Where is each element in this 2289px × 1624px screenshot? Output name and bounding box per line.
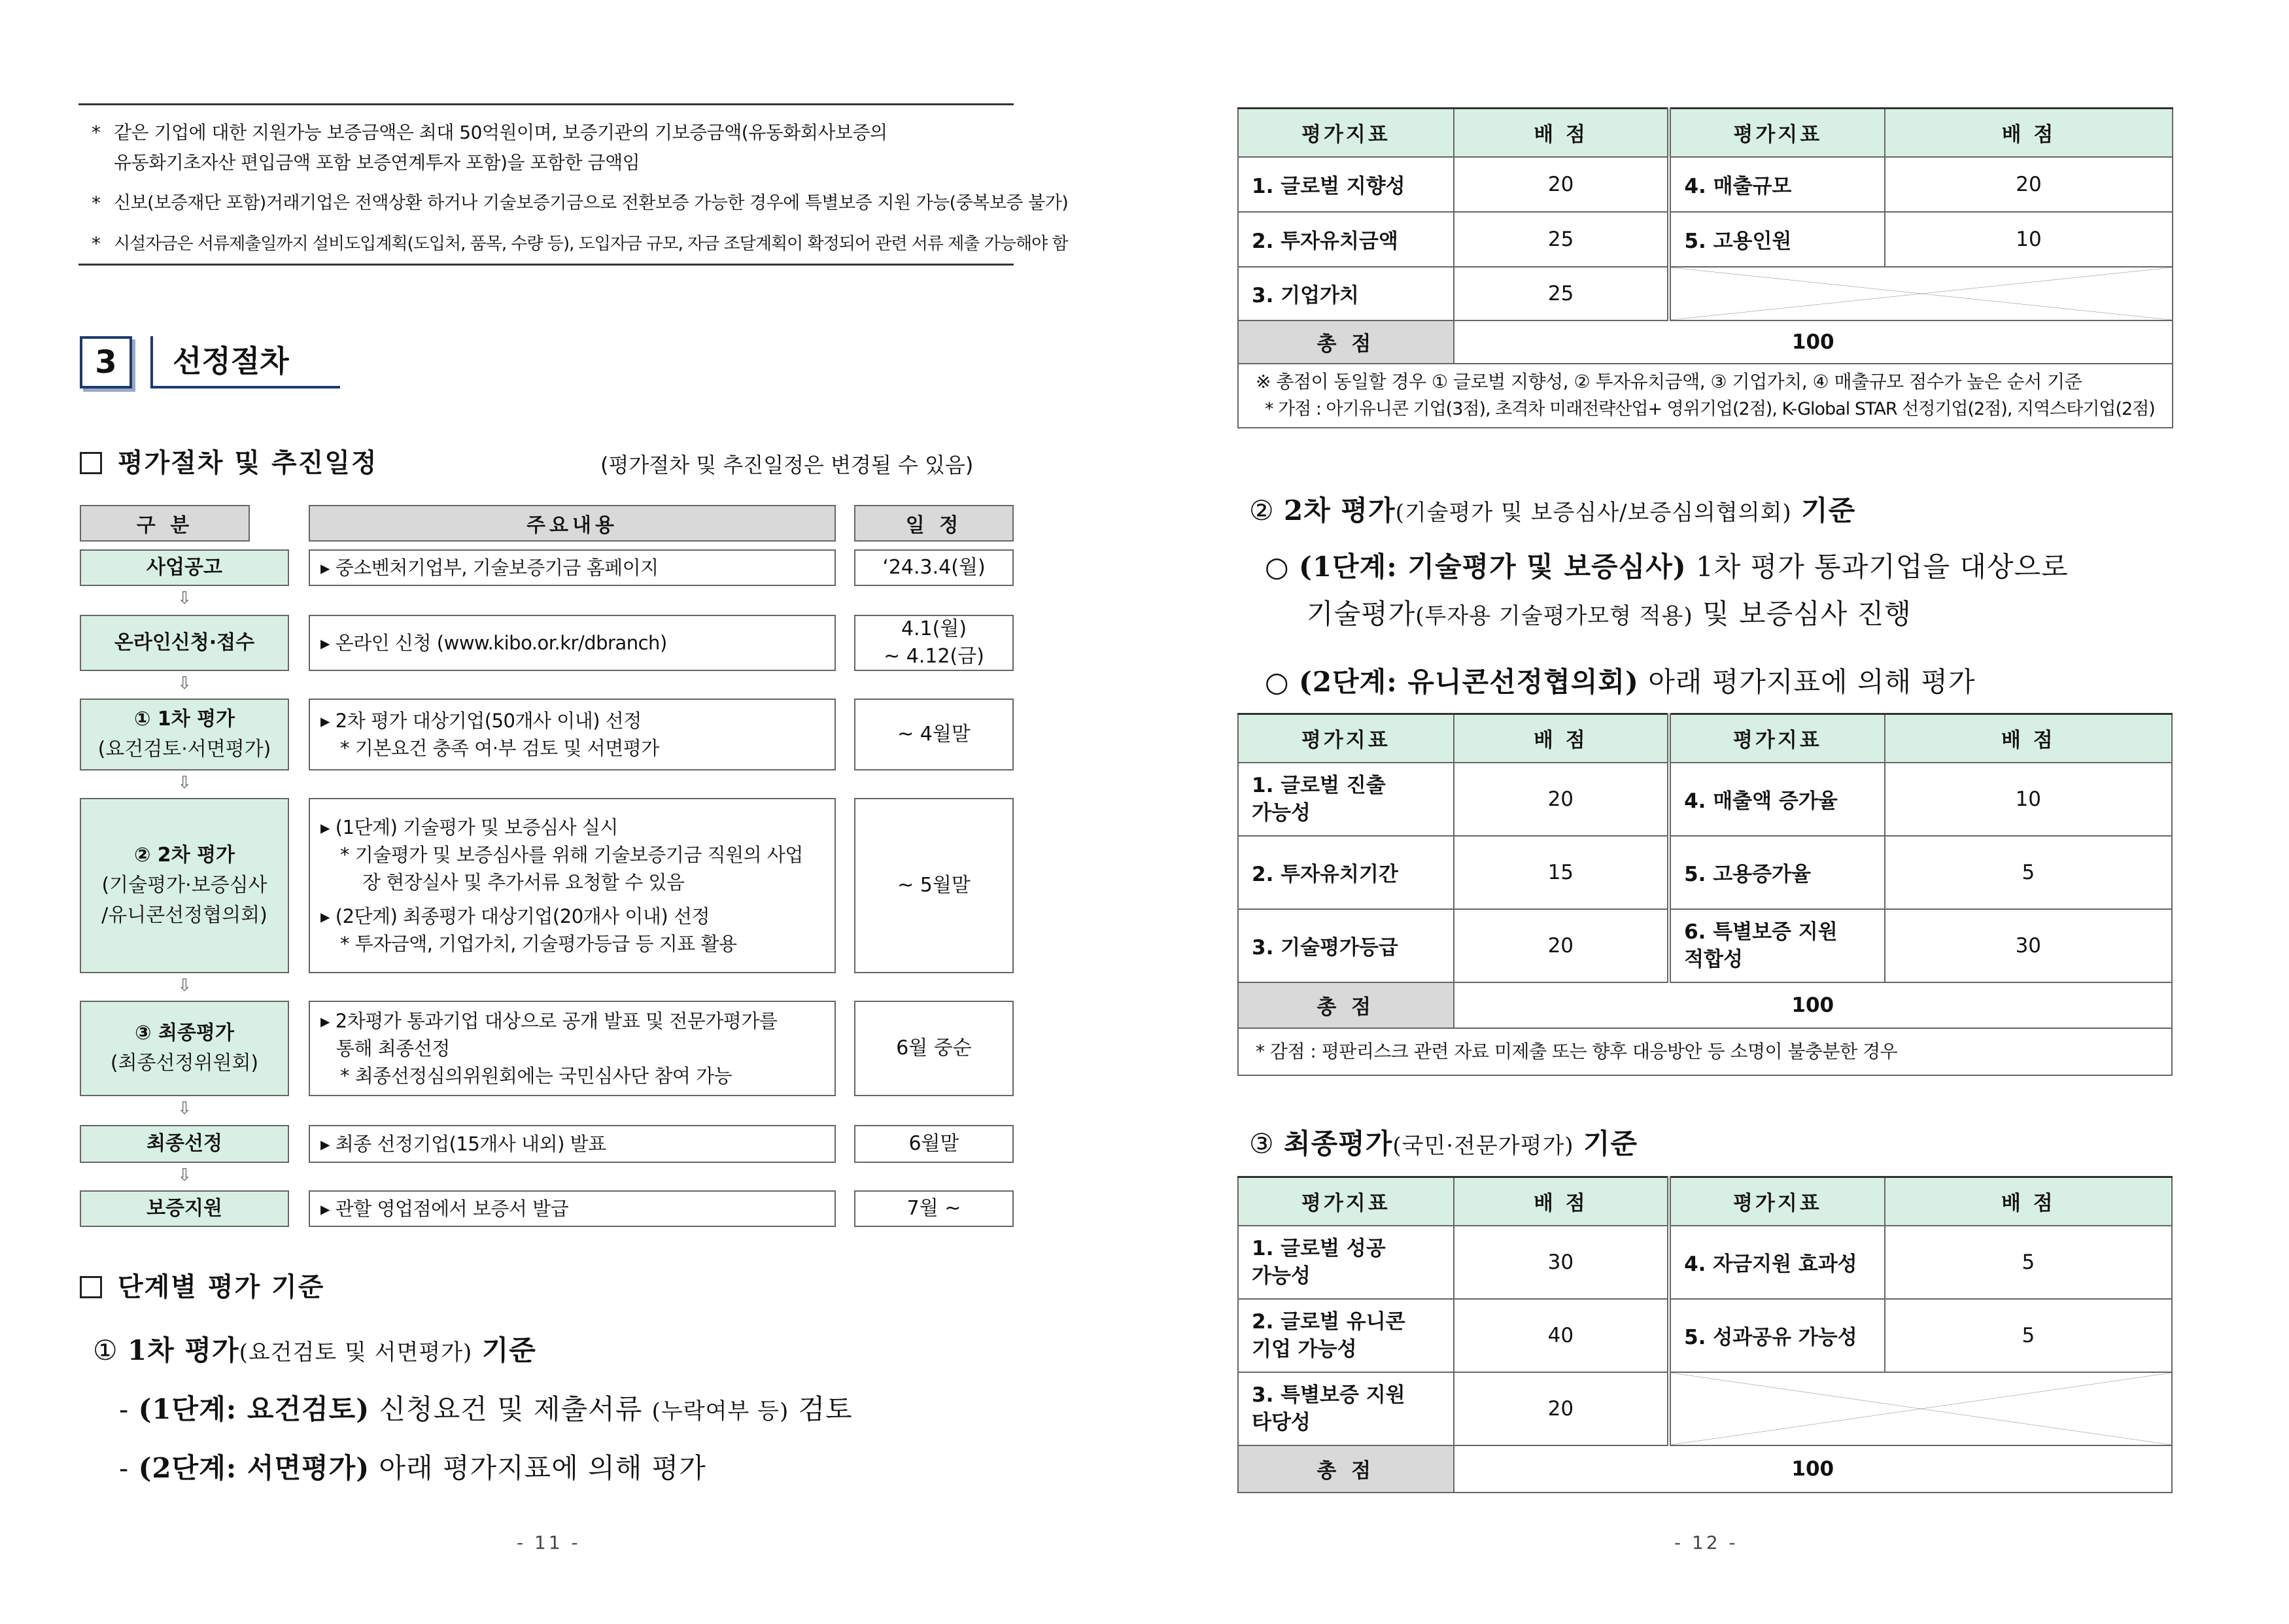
content-announcement: ▸ 중소벤처기업부, 기술보증기금 홈페이지 xyxy=(309,549,836,586)
flow-arrow-icon: ⇩ xyxy=(177,674,192,693)
date-final-evaluation: 6월 중순 xyxy=(854,1001,1014,1096)
empty-crossed-cell xyxy=(1669,1372,2172,1445)
content-guarantee-support: ▸ 관할 영업점에서 보증서 발급 xyxy=(309,1190,836,1227)
first-eval-step1: - (1단계: 요건검토) 신청요건 및 제출서류 (누락여부 등) 검토 xyxy=(119,1393,853,1425)
schedule-header-date: 일 정 xyxy=(854,505,1014,542)
metric-score: 20 xyxy=(1454,909,1670,982)
flow-arrow-icon: ⇩ xyxy=(177,1166,192,1185)
schedule-header-stage: 구 분 xyxy=(80,505,250,542)
metric-label: 2. 투자유치금액 xyxy=(1238,212,1454,267)
header-metric: 평가지표 xyxy=(1669,1177,1885,1226)
schedule-heading: 평가절차 및 추진일정 xyxy=(80,442,378,479)
total-value: 100 xyxy=(1454,982,2172,1028)
metric-score: 20 xyxy=(1454,763,1670,836)
second-eval-step1-cont: 기술평가(투자용 기술평가모형 적용) 및 보증심사 진행 xyxy=(1307,598,1912,630)
criteria-heading: 단계별 평가 기준 xyxy=(80,1266,324,1304)
metric-label: 4. 자금지원 효과성 xyxy=(1669,1226,1885,1299)
metric-label: 6. 특별보증 지원 적합성 xyxy=(1669,909,1885,982)
date-announcement: ‘24.3.4(월) xyxy=(854,549,1014,586)
metric-label: 1. 글로벌 성공 가능성 xyxy=(1238,1226,1454,1299)
metric-score: 20 xyxy=(1454,1372,1670,1445)
header-score: 배 점 xyxy=(1454,109,1670,157)
header-score: 배 점 xyxy=(1885,1177,2172,1226)
flow-arrow-icon: ⇩ xyxy=(177,589,192,608)
stage-final-evaluation: ③ 최종평가 (최종선정위원회) xyxy=(80,1001,289,1096)
metric-score: 25 xyxy=(1454,212,1670,267)
header-score: 배 점 xyxy=(1885,714,2172,763)
content-final-evaluation: ▸ 2차평가 통과기업 대상으로 공개 발표 및 전문가평가를 통해 최종선정 * 최종선정심의위원회에는 국민심사단 참여 가능 xyxy=(309,1001,836,1096)
total-value: 100 xyxy=(1454,1445,2172,1493)
metric-score: 10 xyxy=(1885,212,2173,267)
total-label: 총 점 xyxy=(1238,1445,1454,1493)
first-eval-step2: - (2단계: 서면평가) 아래 평가지표에 의해 평가 xyxy=(119,1452,706,1484)
metric-label: 1. 글로벌 지향성 xyxy=(1238,157,1454,212)
metric-score: 25 xyxy=(1454,267,1670,320)
header-metric: 평가지표 xyxy=(1669,714,1885,763)
table1-footnotes: ※ 총점이 동일할 경우 ① 글로벌 지향성, ② 투자유치금액, ③ 기업가치, ④ 매출규모 점수가 높은 순서 기준 * 가점 : 아기유니콘 기업(3점), 초격차 미래전략산업+ 영위기업(2점), K-Global STAR 선정기업(2점), 지역스타기업(2점) xyxy=(1238,364,2173,428)
schedule-header-content: 주요내용 xyxy=(309,505,836,542)
flow-arrow-icon: ⇩ xyxy=(177,976,192,995)
metric-label: 5. 성과공유 가능성 xyxy=(1669,1299,1885,1372)
second-eval-step1: ○ (1단계: 기술평가 및 보증심사) 1차 평가 통과기업을 대상으로 xyxy=(1265,551,2069,583)
metric-score: 5 xyxy=(1885,1226,2172,1299)
page-number-right: - 12 - xyxy=(1674,1532,1738,1553)
first-eval-title: ① 1차 평가(요건검토 및 서면평가) 기준 xyxy=(93,1334,536,1366)
total-label: 총 점 xyxy=(1238,982,1454,1028)
header-score: 배 점 xyxy=(1454,1177,1670,1226)
metric-label: 4. 매출규모 xyxy=(1669,157,1885,212)
stage-second-evaluation: ② 2차 평가 (기술평가·보증심사 /유니콘선정협의회) xyxy=(80,798,289,973)
content-first-evaluation: ▸ 2차 평가 대상기업(50개사 이내) 선정 * 기본요건 충족 여·부 검토 및 서면평가 xyxy=(309,699,836,770)
metric-label: 3. 특별보증 지원 타당성 xyxy=(1238,1372,1454,1445)
header-metric: 평가지표 xyxy=(1669,109,1885,157)
second-eval-step2: ○ (2단계: 유니콘선정협의회) 아래 평가지표에 의해 평가 xyxy=(1265,666,1976,698)
empty-crossed-cell xyxy=(1669,267,2172,320)
section-number: 3 xyxy=(80,336,132,389)
metric-score: 30 xyxy=(1885,909,2172,982)
metric-score: 15 xyxy=(1454,836,1670,909)
checkbox-square-icon xyxy=(80,452,102,474)
stage-announcement: 사업공고 xyxy=(80,549,289,586)
content-online-application: ▸ 온라인 신청 (www.kibo.or.kr/dbranch) xyxy=(309,615,836,671)
date-first-evaluation: ~ 4월말 xyxy=(854,699,1014,770)
content-final-selection: ▸ 최종 선정기업(15개사 내외) 발표 xyxy=(309,1125,836,1163)
metric-score: 20 xyxy=(1885,157,2173,212)
date-guarantee-support: 7월 ~ xyxy=(854,1190,1014,1227)
metric-label: 5. 고용인원 xyxy=(1669,212,1885,267)
metric-score: 40 xyxy=(1454,1299,1670,1372)
table2-footnote: * 감점 : 평판리스크 관련 자료 미제출 또는 향후 대응방안 등 소명이 불충분한 경우 xyxy=(1238,1028,2172,1075)
final-eval-title: ③ 최종평가(국민·전문가평가) 기준 xyxy=(1249,1128,1638,1160)
stage-first-evaluation: ① 1차 평가 (요건검토·서면평가) xyxy=(80,699,289,770)
date-online-application: 4.1(월) ~ 4.12(금) xyxy=(854,615,1014,671)
content-second-evaluation: ▸ (1단계) 기술평가 및 보증심사 실시 * 기술평가 및 보증심사를 위해 기술보증기금 직원의 사업 장 현장실사 및 추가서류 요청할 수 있음 ▸ (2단계) 최종평가 대상기업(20개사 이내) 선정 * 투자금액, 기업가치, 기술평가등급 등 지표 활용 xyxy=(309,798,836,973)
checkbox-square-icon xyxy=(80,1276,102,1298)
metric-label: 3. 기업가치 xyxy=(1238,267,1454,320)
metric-label: 1. 글로벌 진출 가능성 xyxy=(1238,763,1454,836)
stage-final-selection: 최종선정 xyxy=(80,1125,289,1163)
metric-label: 5. 고용증가율 xyxy=(1669,836,1885,909)
page-number-left: - 11 - xyxy=(517,1532,581,1553)
second-eval-title: ② 2차 평가(기술평가 및 보증심사/보증심의협의회) 기준 xyxy=(1249,494,1856,527)
header-metric: 평가지표 xyxy=(1238,714,1454,763)
header-score: 배 점 xyxy=(1885,109,2173,157)
metric-label: 4. 매출액 증가율 xyxy=(1669,763,1885,836)
total-label: 총 점 xyxy=(1238,320,1454,364)
header-metric: 평가지표 xyxy=(1238,1177,1454,1226)
metric-score: 10 xyxy=(1885,763,2172,836)
first-eval-criteria-table xyxy=(1237,107,2173,428)
metric-score: 30 xyxy=(1454,1226,1670,1299)
date-final-selection: 6월말 xyxy=(854,1125,1014,1163)
total-value: 100 xyxy=(1454,320,2173,364)
notes-box: * 같은 기업에 대한 지원가능 보증금액은 최대 50억원이며, 보증기관의 기보증금액(유동화회사보증의 유동화기초자산 편입금액 포함 보증연계투자 포함)을 포함한 금액임 * 신보(보증재단 포함)거래기업은 전액상환 하거나 기술보증기금으로 전환보증 가능한 경우에 특별보증 지원 가능(중복보증 불가) * 시설자금은 서류제출일까지 설비도입계획(도입처, 품목, 수량 등), 도입자금 규모, 자금 조달계획이 확정되어 관련 서류 제출 가능해야 함 xyxy=(78,103,1014,266)
metric-label: 2. 글로벌 유니콘 기업 가능성 xyxy=(1238,1299,1454,1372)
stage-guarantee-support: 보증지원 xyxy=(80,1190,289,1227)
metric-label: 2. 투자유치기간 xyxy=(1238,836,1454,909)
metric-score: 5 xyxy=(1885,836,2172,909)
stage-online-application: 온라인신청·접수 xyxy=(80,615,289,671)
metric-score: 20 xyxy=(1454,157,1670,212)
metric-label: 3. 기술평가등급 xyxy=(1238,909,1454,982)
flow-arrow-icon: ⇩ xyxy=(177,773,192,793)
final-eval-criteria-table xyxy=(1237,1176,2173,1493)
schedule-note: (평가절차 및 추진일정은 변경될 수 있음) xyxy=(600,453,974,477)
date-second-evaluation: ~ 5월말 xyxy=(854,798,1014,973)
header-metric: 평가지표 xyxy=(1238,109,1454,157)
section-title: 선정절차 xyxy=(150,336,340,389)
metric-score: 5 xyxy=(1885,1299,2172,1372)
flow-arrow-icon: ⇩ xyxy=(177,1099,192,1118)
second-eval-criteria-table xyxy=(1237,713,2173,1076)
header-score: 배 점 xyxy=(1454,714,1670,763)
